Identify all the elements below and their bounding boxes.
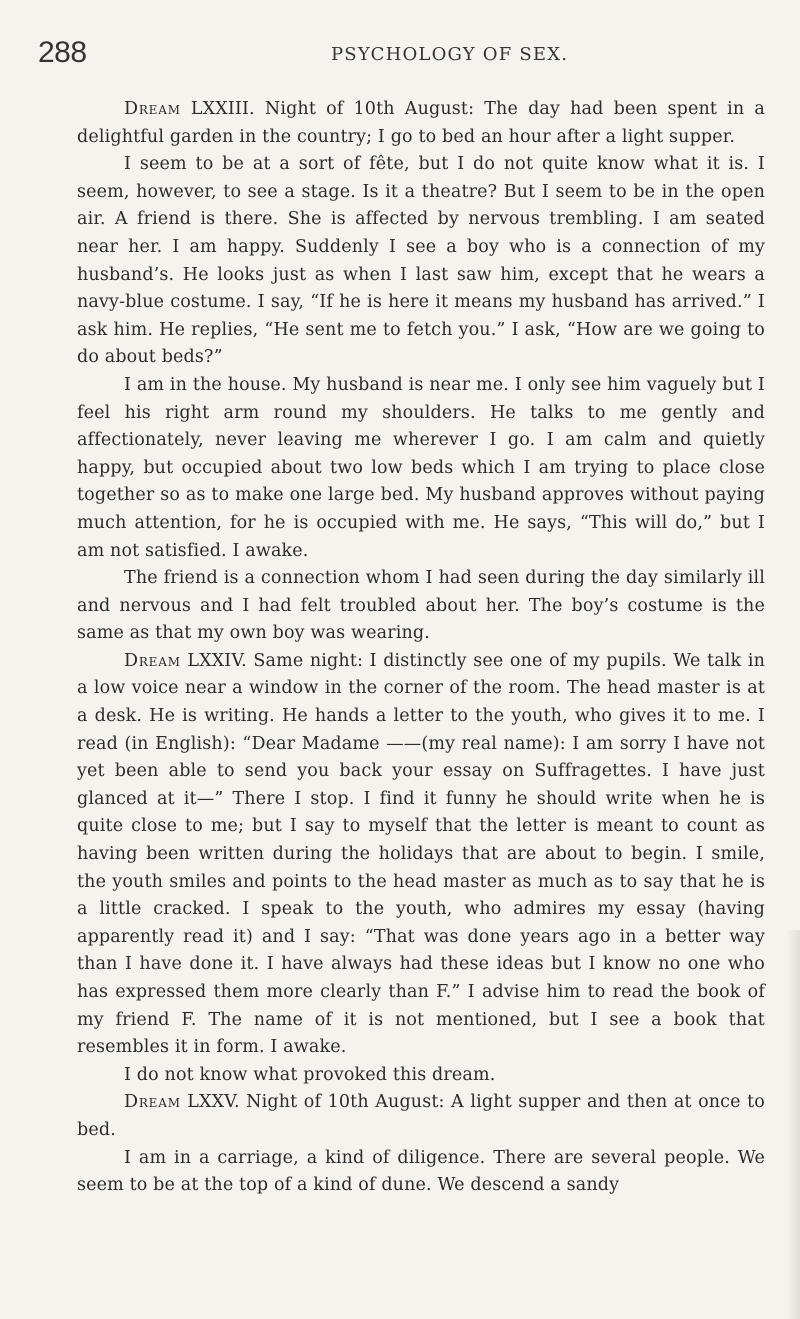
paragraph-dream-74 — [77, 648, 765, 1062]
paragraph-dream-73-intro — [77, 96, 765, 151]
paragraph-dream-75-narrative — [77, 1145, 765, 1200]
paragraph-dream-74-note — [77, 1062, 765, 1090]
paragraph-dream-73-house — [77, 372, 765, 565]
running-title: PSYCHOLOGY OF SEX. — [331, 44, 569, 65]
paragraph-text: The friend is a connection whom I had seen during the day similarly ill and nervous and I had felt troubled about her. The boy’s costume is the same as that my own boy was wearing. — [77, 568, 765, 644]
running-head — [38, 36, 760, 76]
paragraph-text: I seem to be at a sort of fête, but I do not quite know what it is. I seem, however, to see a stage. Is it a theatre? But I seem to be in the open air. A friend is there. She is affected by nervous trembling. I am seated near her. I am happy. Suddenly I see a boy who is a connection of my husband’s. He looks just as when I last saw him, except that he wears a navy-blue costume. I say, “If he is here it means my husband has arrived.” I ask him. He replies, “He sent me to fetch you.” I ask, “How are we going to do about beds?” — [77, 154, 765, 368]
page-edge-shadow — [786, 930, 800, 1319]
paragraph-dream-73-note — [77, 565, 765, 648]
paragraph-dream-75-intro — [77, 1089, 765, 1144]
paragraph-text: I am in the house. My husband is near me. I only see him vaguely but I feel his right arm round my shoulders. He talks to me gently and affectionately, never leaving me wherever I go. I am calm and quietly happy, but occupied about two low beds which I am trying to place close together so as to make one large bed. My husband approves without paying much attention, for he is occupied with me. He says, “This will do,” but I am not satisfied. I awake. — [77, 374, 765, 561]
body-text — [77, 96, 765, 1200]
dream-heading-lead: Dream — [124, 99, 181, 119]
paragraph-text: I do not know what provoked this dream. — [124, 1064, 496, 1085]
paragraph-text: I am in a carriage, a kind of diligence. There are several people. We seem to be at the top of a kind of dune. We descend a sandy — [77, 1147, 765, 1196]
dream-heading-lead: Dream — [124, 1092, 181, 1113]
paragraph-text: LXXIV. Same night: I distinctly see one of my pupils. We talk in a low voice near a window in the corner of the room. The head master is at a desk. He is writing. He hands a letter to the youth, who gives it to me. I read (in English): “Dear Madame ——(my real name): I am sorry I have not yet been able to send you back your essay on Suffragettes. I have just glanced at it—” There I stop. I find it funny he should write when he is quite close to me; but I say to myself that the letter is meant to count as having been written during the holidays that are about to begin. I smile, the youth smiles and points to the head master as much as to say that he is a little cracked. I speak to the youth, who admires my essay (having apparently read it) and I say: “That was done years ago in a better way than I have done it. I have always had these ideas but I know no one who has expressed them more clearly than F.” I advise him to read the book of my friend F. The name of it is not mentioned, but I see a book that resembles it in form. I awake. — [77, 650, 765, 1058]
paragraph-dream-73-narrative — [77, 151, 765, 372]
paragraph-text: LXXV. Night of 10th August: A light supper and then at once to bed. — [77, 1092, 765, 1140]
dream-heading-lead: Dream — [124, 650, 181, 671]
paragraph-text: LXXIII. Night of 10th August: The day had been spent in a delightful garden in the country; I go to bed an hour after a light supper. — [77, 99, 765, 147]
page-number: 288 — [38, 36, 87, 69]
